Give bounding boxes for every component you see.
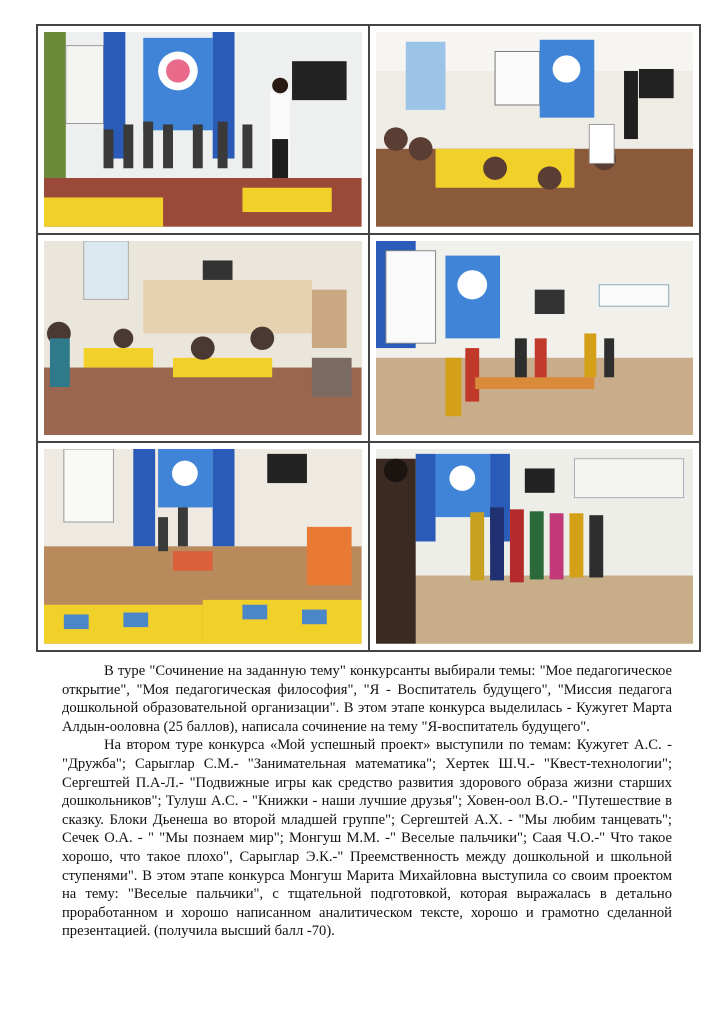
classroom-photo-icon (44, 32, 362, 227)
classroom-photo-icon (376, 32, 694, 227)
photo-grid (36, 24, 701, 652)
paragraph-essay-round: В туре "Сочинение на заданную тему" конкурсанты выбирали темы: "Мое педагогическое открытие", "Моя педагогическая философия", "Я - Воспитатель будущего", "Миссия педагога дошкольной образовательной организации". В этом этапе конкурса выделилась - Кужугет Марта Алдын-ооловна (25 баллов), написала сочинение на тему "Я-воспитатель будущего". (62, 663, 672, 735)
photo-cell-4 (369, 234, 701, 443)
playroom-photo-icon (44, 241, 362, 436)
paragraph-project-round: На втором туре конкурса «Мой успешный проект» выступили по темам: Кужугет А.С. - "Дружба"; Сарыглар С.М.- "Занимательная математика"; Хертек Ш.Ч.- "Квест-технологии"; Сергештей П.А-Л.- "Подвижные игры как средство развития здорового образа жизни старших дошкольников"; Тулуш А.С. - "Книжки - наши лучшие друзья"; Ховен-оол В.О.- "Путешествие в сказку. Блоки Дьенеша во второй младшей группе"; Сергештей А.Х. - "Мы любим танцевать"; Сечек О.А. - " "Мы познаем мир"; Монгуш М.М. -" Веселые пальчики"; Саая Ч.О.-" Что такое хорошо, что такое плохо", Сарыглар Э.К.-" Преемственность между дошкольной и школьной ступенями". В этом этапе конкурса Монгуш Марита Михайловна выступила со своим проектом на тему: "Веселые пальчики", с тщательной подготовкой, которая выражалась в детально проработанном и хорошо написанном аналитическом тексте, хорошо и грамотно сделанной презентацией. (получила высший балл -70). (62, 737, 672, 940)
teacher-children-photo-icon (376, 449, 694, 644)
photo-cell-3 (37, 234, 369, 443)
costumed-children-photo-icon (376, 241, 694, 436)
photo-cell-5 (37, 442, 369, 651)
photo-cell-6 (369, 442, 701, 651)
article-text (62, 662, 672, 941)
classroom-tables-photo-icon (44, 449, 362, 644)
photo-cell-2 (369, 25, 701, 234)
photo-cell-1 (37, 25, 369, 234)
